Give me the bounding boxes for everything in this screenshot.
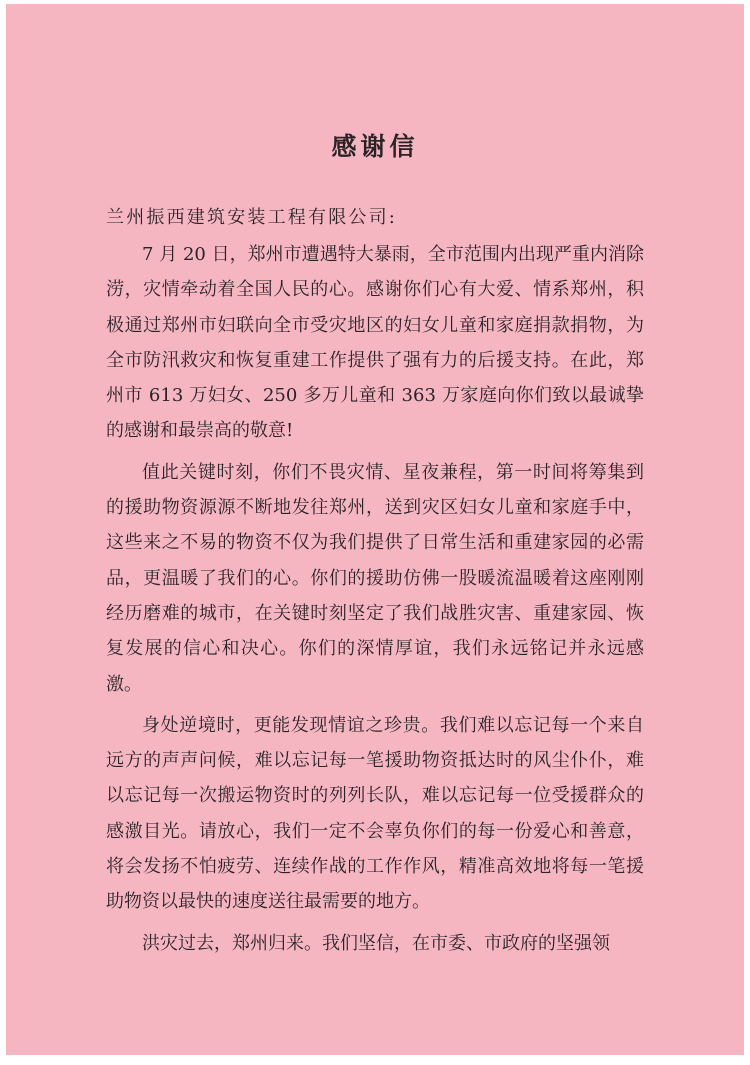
letter-paragraph: 身处逆境时，更能发现情谊之珍贵。我们难以忘记每一个来自远方的声声问候，难以忘记每一笔援助物资抵达时的风尘仆仆，难以忘记每一次搬运物资时的列列长队，难以忘记每一位受援群众的感激目光。请放心，我们一定不会辜负你们的每一份爱心和善意，将会发扬不怕疲劳、连续作战的工作作风，精准高效地将每一笔援助物资以最快的速度送往最需要的地方。 bbox=[106, 714, 644, 913]
letter-title: 感谢信 bbox=[331, 132, 419, 161]
letter-paragraph: 7 月 20 日，郑州市遭遇特大暴雨，全市范围内出现严重内消除涝，灾情牵动着全国人民的心。感谢你们心有大爱、情系郑州，积极通过郑州市妇联向全市受灾地区的妇女儿童和家庭捐款捐物，为全市防汛救灾和恢复重建工作提供了强有力的后援支持。在此，郑州市 613 万妇女、250 多万儿童和 363 万家庭向你们致以最诚挚的感谢和最崇高的敬意! bbox=[106, 244, 644, 442]
letter-salutation: 兰州振西建筑安装工程有限公司: bbox=[106, 207, 398, 228]
letter-paragraph: 值此关键时刻，你们不畏灾情、星夜兼程，第一时间将筹集到的援助物资源源不断地发往郑州，送到灾区妇女儿童和家庭手中，这些来之不易的物资不仅为我们提供了日常生活和重建家园的必需品，更温暖了我们的心。你们的援助仿佛一股暖流温暖着这座刚刚经历磨难的城市，在关键时刻坚定了我们战胜灾害、重建家园、恢复发展的信心和决心。你们的深情厚谊，我们永远铭记并永远感激。 bbox=[106, 461, 644, 695]
letter-paragraph: 洪灾过去，郑州归来。我们坚信，在市委、市政府的坚强领 bbox=[142, 932, 610, 954]
letter-body bbox=[106, 237, 644, 961]
letter-page bbox=[6, 4, 744, 1055]
